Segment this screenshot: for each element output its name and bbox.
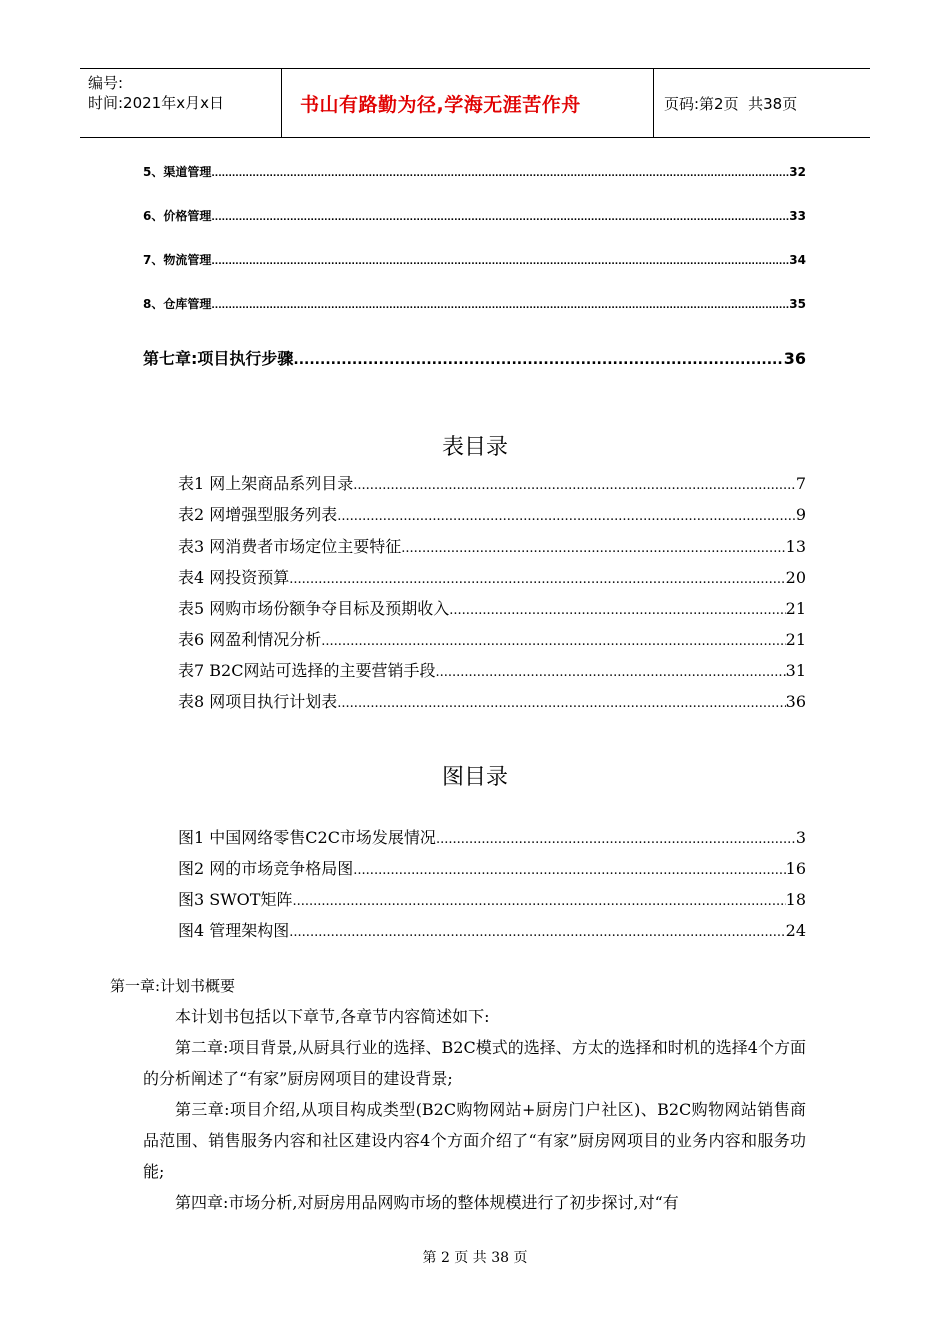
page-header <box>80 68 870 138</box>
table-list-entry[interactable]: 表7 B2C网站可选择的主要营销手段 ..... 31 <box>178 658 806 681</box>
header-motto: 书山有路勤为径,学海无涯苦作舟 <box>282 69 654 137</box>
time-label: 时间:2021年x月x日 <box>88 94 224 112</box>
toc-entry[interactable]: 8、仓库管理 ..... 35 <box>143 295 806 312</box>
figures-title: 图目录 <box>441 765 508 790</box>
paragraph: 第四章:市场分析,对厨房用品网购市场的整体规模进行了初步探讨,对“有 <box>175 1193 679 1212</box>
figure-list-entry[interactable]: 图2 网的市场竞争格局图 ..... 16 <box>178 856 806 879</box>
number-label: 编号: <box>88 74 124 92</box>
table-list-entry[interactable]: 表8 网项目执行计划表 ..... 36 <box>178 689 806 712</box>
table-list-entry[interactable]: 表6 网盈利情况分析 ..... 21 <box>178 627 806 650</box>
table-list-entry[interactable]: 表5 网购市场份额争夺目标及预期收入 ..... 21 <box>178 596 806 619</box>
table-list-entry[interactable]: 表2 网增强型服务列表 ..... 9 <box>178 502 806 525</box>
paragraph: 第二章:项目背景,从厨具行业的选择、B2C模式的选择、方太的选择和时机的选择4个方面的分析阐述了“有家”厨房网项目的建设背景; <box>143 1038 806 1088</box>
table-list-entry[interactable]: 表4 网投资预算 ..... 20 <box>178 565 806 588</box>
header-page-info: 页码:第2页 共38页 <box>664 94 798 113</box>
toc-entry[interactable]: 7、物流管理 ..... 34 <box>143 251 806 268</box>
toc-entry[interactable]: 6、价格管理 ..... 33 <box>143 207 806 224</box>
figure-list-entry[interactable]: 图1 中国网络零售C2C市场发展情况 ..... 3 <box>178 825 806 848</box>
chapter1-heading: 第一章:计划书概要 <box>110 977 236 995</box>
tables-title: 表目录 <box>441 435 508 460</box>
toc-chapter-entry[interactable]: 第七章:项目执行步骤 ..... 36 <box>143 346 806 369</box>
table-list-entry[interactable]: 表3 网消费者市场定位主要特征 ..... 13 <box>178 534 806 557</box>
page-footer: 第 2 页 共 38 页 <box>422 1250 528 1266</box>
toc-entry[interactable]: 5、渠道管理 ..... 32 <box>143 163 806 180</box>
paragraph: 本计划书包括以下章节,各章节内容简述如下: <box>175 1007 490 1026</box>
table-list-entry[interactable]: 表1 网上架商品系列目录 ..... 7 <box>178 471 806 494</box>
body-text <box>143 1001 806 1218</box>
paragraph: 第三章:项目介绍,从项目构成类型(B2C购物网站+厨房门户社区)、B2C购物网站销售商品范围、销售服务内容和社区建设内容4个方面介绍了“有家”厨房网项目的业务内容和服务功能; <box>143 1100 806 1181</box>
header-meta <box>80 69 282 137</box>
figure-list-entry[interactable]: 图4 管理架构图 ..... 24 <box>178 918 806 941</box>
figure-list-entry[interactable]: 图3 SWOT矩阵 ..... 18 <box>178 887 806 910</box>
